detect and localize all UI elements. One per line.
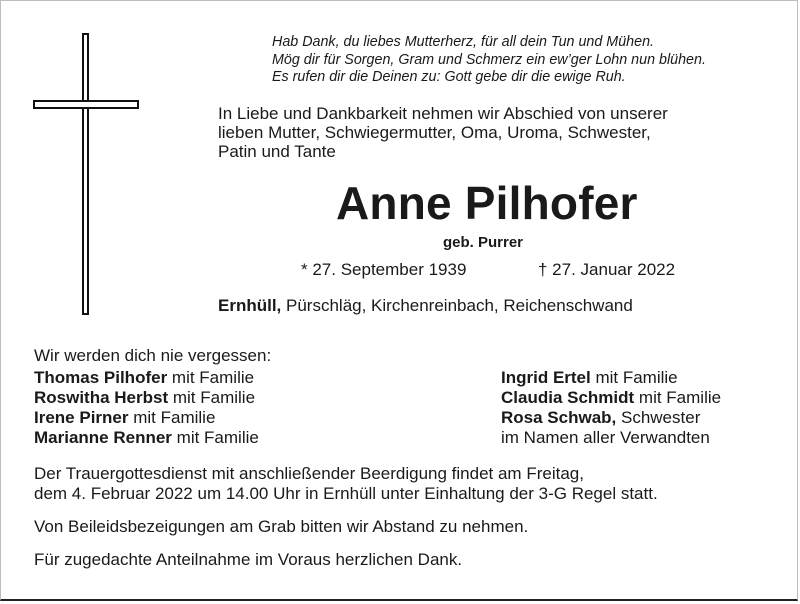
mourner-suffix: mit Familie bbox=[167, 368, 255, 387]
mourner-suffix: mit Familie bbox=[171, 428, 259, 447]
intro-line: In Liebe und Dankbarkeit nehmen wir Abschied von unserer bbox=[218, 104, 668, 123]
places bbox=[218, 296, 633, 316]
poem bbox=[272, 34, 706, 87]
places-other: Pürschläg, Kirchenreinbach, Reichenschwand bbox=[281, 296, 633, 315]
intro-line: Patin und Tante bbox=[218, 142, 336, 161]
mourner-name: Marianne Renner bbox=[34, 428, 172, 447]
mourner-item bbox=[501, 408, 721, 428]
mourner-item bbox=[34, 368, 259, 388]
mourner-name: Ingrid Ertel bbox=[501, 368, 591, 387]
deceased-name: Anne Pilhofer bbox=[336, 177, 638, 229]
mourner-item bbox=[501, 368, 721, 388]
mourner-suffix: mit Familie bbox=[590, 368, 678, 387]
mourner-name: Rosa Schwab, bbox=[501, 408, 617, 427]
mourner-suffix: im Namen aller Verwandten bbox=[501, 428, 710, 447]
mourner-item bbox=[501, 388, 721, 408]
poem-line: Mög dir für Sorgen, Gram und Schmerz ein ew’ger Lohn nun blühen. bbox=[272, 51, 706, 68]
thanks-line: Für zugedachte Anteilnahme im Voraus herzlichen Dank. bbox=[34, 550, 463, 569]
birth-date: * 27. September 1939 bbox=[301, 260, 467, 279]
mourner-suffix: mit Familie bbox=[634, 388, 722, 407]
mourners-heading: Wir werden dich nie vergessen: bbox=[34, 346, 272, 365]
mourner-suffix: mit Familie bbox=[168, 388, 256, 407]
condolence-line: Von Beileidsbezeigungen am Grab bitten wir Abstand zu nehmen. bbox=[34, 517, 529, 536]
mourners-left bbox=[34, 368, 259, 448]
mourner-name: Thomas Pilhofer bbox=[34, 368, 168, 387]
mourner-name: Irene Pirner bbox=[34, 408, 129, 427]
poem-line: Hab Dank, du liebes Mutterherz, für all dein Tun und Mühen. bbox=[272, 34, 654, 50]
mourner-item bbox=[34, 428, 259, 448]
place-main: Ernhüll, bbox=[218, 296, 282, 315]
funeral-info bbox=[34, 464, 658, 504]
mourner-item bbox=[34, 408, 259, 428]
intro-line: lieben Mutter, Schwiegermutter, Oma, Uroma, Schwester, bbox=[218, 123, 651, 142]
mourner-suffix: Schwester bbox=[616, 408, 701, 427]
mourner-suffix: mit Familie bbox=[128, 408, 216, 427]
death-date: † 27. Januar 2022 bbox=[538, 260, 676, 279]
mourner-item bbox=[34, 388, 259, 408]
funeral-line: Der Trauergottesdienst mit anschließender Beerdigung findet am Freitag, bbox=[34, 464, 584, 483]
intro-text bbox=[218, 104, 668, 161]
mourner-name: Claudia Schmidt bbox=[501, 388, 635, 407]
mourner-item bbox=[501, 428, 721, 448]
condolence-note bbox=[34, 517, 528, 537]
born-name: geb. Purrer bbox=[443, 234, 524, 251]
mourners-right bbox=[501, 368, 721, 448]
thanks-note bbox=[34, 550, 462, 570]
mourner-name: Roswitha Herbst bbox=[34, 388, 169, 407]
funeral-line: dem 4. Februar 2022 um 14.00 Uhr in Ernhüll unter Einhaltung der 3-G Regel statt. bbox=[34, 484, 658, 503]
poem-line: Es rufen dir die Deinen zu: Gott gebe dir die ewige Ruh. bbox=[272, 69, 626, 85]
